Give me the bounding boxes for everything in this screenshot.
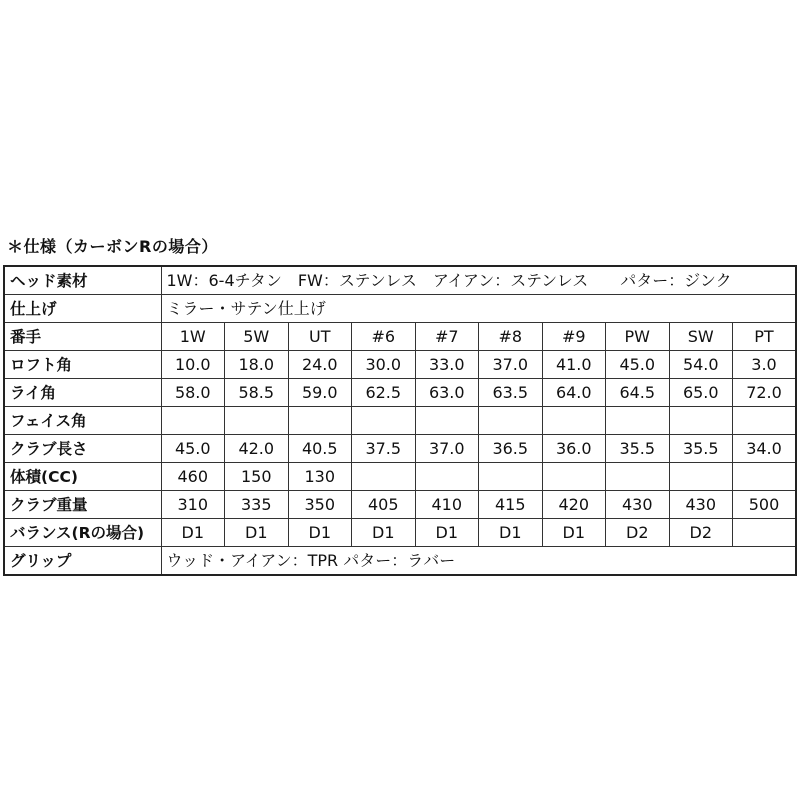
row-label: グリップ [4, 547, 161, 576]
table-cell [542, 407, 606, 435]
spec-title: ＊仕様（カーボンRの場合） [7, 237, 218, 256]
table-cell [669, 463, 733, 491]
row-label: ロフト角 [4, 351, 161, 379]
row-label: バランス(Rの場合) [4, 519, 161, 547]
row-label: クラブ重量 [4, 491, 161, 519]
table-cell: 18.0 [225, 351, 289, 379]
table-cell: 42.0 [225, 435, 289, 463]
table-cell: 1W [161, 323, 225, 351]
table-cell: 24.0 [288, 351, 352, 379]
table-cell: 36.0 [542, 435, 606, 463]
table-cell: 130 [288, 463, 352, 491]
table-cell: 36.5 [479, 435, 543, 463]
table-cell [415, 407, 479, 435]
table-cell: 415 [479, 491, 543, 519]
table-cell: 335 [225, 491, 289, 519]
row-label: 番手 [4, 323, 161, 351]
table-cell: D1 [161, 519, 225, 547]
table-cell: 34.0 [733, 435, 797, 463]
table-cell: 410 [415, 491, 479, 519]
finish-value: ミラー・サテン仕上げ [161, 295, 796, 323]
row-label: 体積(CC) [4, 463, 161, 491]
row-number [4, 323, 796, 351]
spec-table [3, 265, 797, 576]
table-cell: #7 [415, 323, 479, 351]
table-cell: 54.0 [669, 351, 733, 379]
table-cell: 30.0 [352, 351, 416, 379]
table-cell: D1 [288, 519, 352, 547]
table-cell [161, 407, 225, 435]
table-cell [479, 407, 543, 435]
table-cell: #9 [542, 323, 606, 351]
table-cell [225, 407, 289, 435]
table-cell [606, 463, 670, 491]
table-cell: PW [606, 323, 670, 351]
row-grip [4, 547, 796, 576]
row-loft [4, 351, 796, 379]
table-cell [352, 407, 416, 435]
table-cell: SW [669, 323, 733, 351]
table-cell: 63.5 [479, 379, 543, 407]
table-cell: D2 [606, 519, 670, 547]
table-cell: 63.0 [415, 379, 479, 407]
table-cell [479, 463, 543, 491]
row-length [4, 435, 796, 463]
head-material-value: 1W：6-4チタン FW：ステンレス アイアン：ステンレス パター：ジンク [161, 266, 796, 295]
table-cell: 37.0 [479, 351, 543, 379]
row-lie [4, 379, 796, 407]
table-cell: 3.0 [733, 351, 797, 379]
table-cell [733, 407, 797, 435]
row-face [4, 407, 796, 435]
table-cell: 500 [733, 491, 797, 519]
table-cell: 37.0 [415, 435, 479, 463]
table-cell [733, 463, 797, 491]
table-cell: 150 [225, 463, 289, 491]
table-cell: D1 [479, 519, 543, 547]
table-cell: 310 [161, 491, 225, 519]
table-cell [542, 463, 606, 491]
table-cell: D1 [352, 519, 416, 547]
table-cell: 59.0 [288, 379, 352, 407]
table-cell: 45.0 [161, 435, 225, 463]
row-label: ヘッド素材 [4, 266, 161, 295]
row-label: フェイス角 [4, 407, 161, 435]
table-cell: 420 [542, 491, 606, 519]
row-label: ライ角 [4, 379, 161, 407]
row-volume [4, 463, 796, 491]
table-cell: 37.5 [352, 435, 416, 463]
table-cell: D2 [669, 519, 733, 547]
row-label: 仕上げ [4, 295, 161, 323]
row-weight [4, 491, 796, 519]
table-cell: 5W [225, 323, 289, 351]
table-cell: PT [733, 323, 797, 351]
table-cell [733, 519, 797, 547]
table-cell: 33.0 [415, 351, 479, 379]
table-cell: 35.5 [606, 435, 670, 463]
row-label: クラブ長さ [4, 435, 161, 463]
table-cell: 64.5 [606, 379, 670, 407]
table-cell: #6 [352, 323, 416, 351]
table-cell [606, 407, 670, 435]
table-cell [352, 463, 416, 491]
table-cell: 40.5 [288, 435, 352, 463]
table-cell: 65.0 [669, 379, 733, 407]
table-cell: 62.5 [352, 379, 416, 407]
table-cell [415, 463, 479, 491]
table-cell [669, 407, 733, 435]
table-cell: 58.5 [225, 379, 289, 407]
table-cell: 35.5 [669, 435, 733, 463]
table-cell: 405 [352, 491, 416, 519]
table-cell: D1 [225, 519, 289, 547]
table-cell: D1 [542, 519, 606, 547]
table-cell: 350 [288, 491, 352, 519]
grip-value: ウッド・アイアン：TPR パター：ラバー [161, 547, 796, 576]
table-cell: 58.0 [161, 379, 225, 407]
table-cell: 10.0 [161, 351, 225, 379]
row-finish [4, 295, 796, 323]
row-head-material [4, 266, 796, 295]
table-cell: 45.0 [606, 351, 670, 379]
table-cell: #8 [479, 323, 543, 351]
table-cell: D1 [415, 519, 479, 547]
table-cell: 430 [606, 491, 670, 519]
table-cell: 64.0 [542, 379, 606, 407]
table-cell: 41.0 [542, 351, 606, 379]
table-cell: 460 [161, 463, 225, 491]
table-cell: 430 [669, 491, 733, 519]
table-cell: UT [288, 323, 352, 351]
row-balance [4, 519, 796, 547]
table-cell: 72.0 [733, 379, 797, 407]
table-cell [288, 407, 352, 435]
